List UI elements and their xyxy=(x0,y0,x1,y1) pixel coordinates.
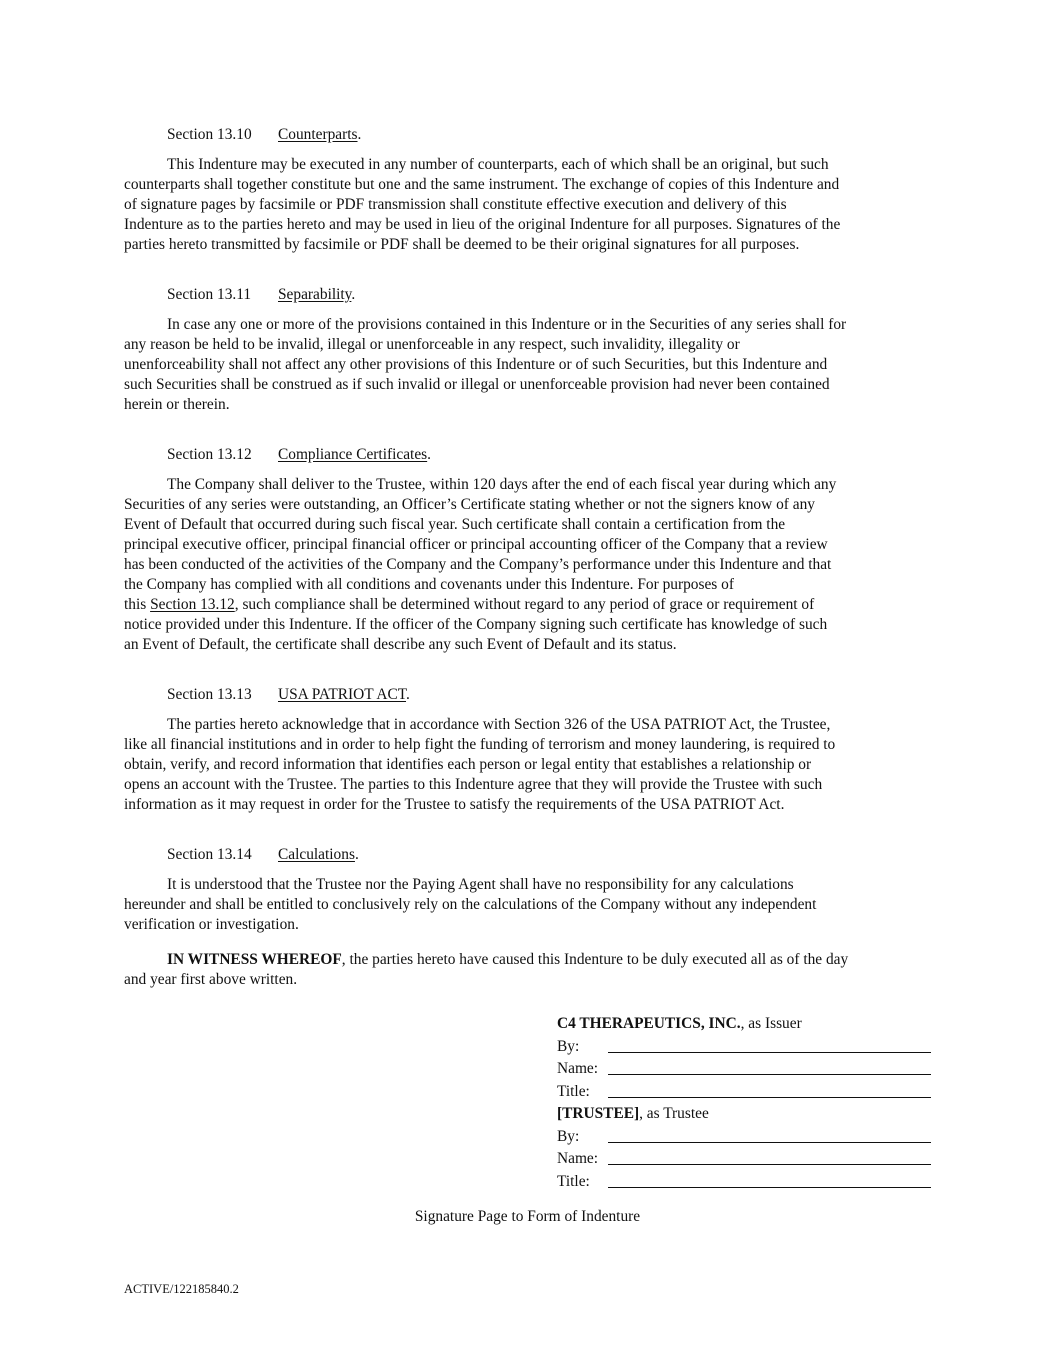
section-heading: Section 13.10 Counterparts. xyxy=(167,126,362,143)
witness-paragraph: IN WITNESS WHEREOF, the parties hereto have caused this Indenture to be duly executed all as of the day and year first above written. xyxy=(124,951,849,988)
signature-line xyxy=(608,1164,931,1165)
section-title: Separability xyxy=(278,286,352,303)
signatory-party: [TRUSTEE], as Trustee xyxy=(557,1105,709,1122)
section-number: Section 13.10 xyxy=(167,126,252,143)
signature-block xyxy=(557,1014,931,1194)
section-number: Section 13.11 xyxy=(167,286,252,303)
section-title: USA PATRIOT ACT xyxy=(278,686,407,703)
signature-page-caption: Signature Page to Form of Indenture xyxy=(414,1208,641,1225)
signature-field-by[interactable]: By: xyxy=(557,1037,931,1060)
section-heading: Section 13.14 Calculations. xyxy=(167,846,359,863)
witness-lead: IN WITNESS WHEREOF xyxy=(167,951,342,968)
document-id: ACTIVE/122185840.2 xyxy=(124,1282,239,1296)
section-cross-reference-link[interactable]: Section 13.12 xyxy=(150,596,235,613)
section-paragraph: It is understood that the Trustee nor the Paying Agent shall have no responsibility for any calculations hereunder and shall be entitled to conclusively rely on the calculations of the Company without any independent verification or investigation. xyxy=(124,876,817,933)
signature-line xyxy=(608,1097,931,1098)
section-title: Counterparts xyxy=(278,126,358,143)
signature-field-name[interactable]: Name: xyxy=(557,1059,931,1082)
section-paragraph: The Company shall deliver to the Trustee, within 120 days after the end of each fiscal year during which any Securities of any series were outstanding, an Officer’s Certificate stating whether or not the signers know of any Event of Default that occurred during such fiscal year. Such certificate shall contain a certification from the principal executive officer, principal financial officer or principal accounting officer of the Company that a review has been conducted of the activities of the Company and the Company’s performance under this Indenture and that the Company has complied with all conditions and covenants under this Indenture. For purposes of this Section 13.12, such compliance shall be determined without regard to any period of grace or requirement of notice provided under this Indenture. If the officer of the Company signing such certificate has knowledge of such an Event of Default, the certificate shall describe any such Event of Default and its status. xyxy=(124,475,934,655)
section-heading: Section 13.11 Separability. xyxy=(167,286,356,303)
cross-reference-line: this Section 13.12, such compliance shall be determined without regard to any period of grace or requirement of xyxy=(124,596,815,613)
signature-line xyxy=(608,1052,931,1053)
section-paragraph: The parties hereto acknowledge that in accordance with Section 326 of the USA PATRIOT Act, the Trustee, like all financial institutions and in order to help fight the funding of terrorism and money laundering, is required to obtain, verify, and record information that identifies each person or legal entity that establishes a relationship or opens an account with the Trustee. The parties to this Indenture agree that they will provide the Trustee with such information as it may request in order for the Trustee to satisfy the requirements of the USA PATRIOT Act. xyxy=(124,716,836,813)
section-paragraph: This Indenture may be executed in any number of counterparts, each of which shall be an original, but such counterparts shall together constitute but one and the same instrument. The exchange of copies of this Indenture and of signature pages by facsimile or PDF transmission shall constitute effective execution and delivery of this Indenture as to the parties hereto and may be used in lieu of the original Indenture for all purposes. Signatures of the parties hereto transmitted by facsimile or PDF shall be deemed to be their original signatures for all purposes. xyxy=(124,156,841,253)
signatory-party: C4 THERAPEUTICS, INC., as Issuer xyxy=(557,1015,802,1032)
section-heading: Section 13.12 Compliance Certificates. xyxy=(167,446,432,463)
signature-line xyxy=(608,1074,931,1075)
section-paragraph: In case any one or more of the provisions contained in this Indenture or in the Securities of any series shall for any reason be held to be invalid, illegal or unenforceable in any respect, such invalidity, illegality or unenforceability shall not affect any other provisions of this Indenture or of such Securities, but this Indenture and such Securities shall be construed as if such invalid or illegal or unenforceable provision had never been contained herein or therein. xyxy=(124,316,847,413)
section-number: Section 13.14 xyxy=(167,846,252,863)
signature-field-by[interactable]: By: xyxy=(557,1127,931,1150)
section-number: Section 13.13 xyxy=(167,686,252,703)
signature-field-title[interactable]: Title: xyxy=(557,1082,931,1105)
signature-line xyxy=(608,1142,931,1143)
section-title: Calculations xyxy=(278,846,355,863)
section-number: Section 13.12 xyxy=(167,446,252,463)
section-title: Compliance Certificates xyxy=(278,446,428,463)
section-heading: Section 13.13 USA PATRIOT ACT. xyxy=(167,686,410,703)
signature-field-title[interactable]: Title: xyxy=(557,1172,931,1195)
signature-line xyxy=(608,1187,931,1188)
signature-field-name[interactable]: Name: xyxy=(557,1149,931,1172)
